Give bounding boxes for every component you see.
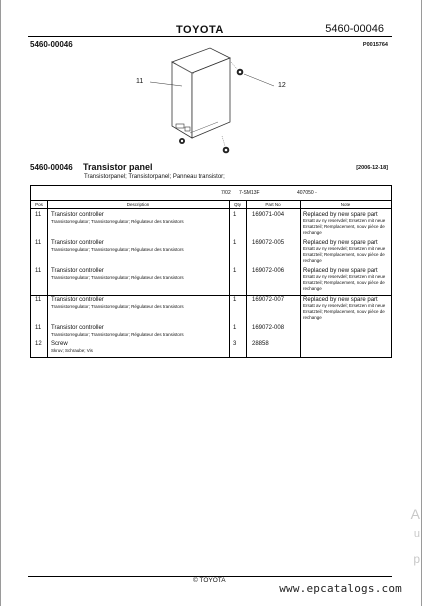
watermark-letter: p <box>413 552 420 566</box>
callout-11: 11 <box>136 78 144 85</box>
row-pos: 11 <box>35 240 42 246</box>
description-main: Transistor controller <box>51 325 104 331</box>
row-part-no: 169071-004 <box>252 212 285 218</box>
description-translations: Transistorregulator; Transistorregulator; Régulateur des transistors <box>51 219 184 224</box>
watermark-letter: A <box>410 506 420 522</box>
note-main: Replaced by new spare part <box>303 297 378 303</box>
row-part-no: 169072-006 <box>252 268 285 274</box>
watermark-letter: u <box>413 528 420 540</box>
row-pos: 11 <box>35 325 42 331</box>
row-note <box>303 212 389 236</box>
row-part-no: 169072-007 <box>252 297 285 303</box>
column-divider <box>47 200 48 357</box>
row-qty: 1 <box>233 325 237 331</box>
note-translations: Ersatt av ny reservdel; Ersetzen mit neue Ersatzteil; Remplacement, nouv pièce de rechange <box>303 303 386 320</box>
parts-table <box>30 185 392 358</box>
description-translations: Transistorregulator; Transistorregulator; Régulateur des transistors <box>51 247 184 252</box>
description-translations: Transistorregulator; Transistorregulator; Régulateur des transistors <box>51 275 184 280</box>
row-description <box>51 240 226 252</box>
description-translations: Skruv; Schraube; Vis <box>51 348 93 353</box>
row-description <box>51 212 226 224</box>
page-code: P0015764 <box>362 42 388 48</box>
section-code: 5460-00046 <box>30 163 73 172</box>
column-divider <box>300 200 301 357</box>
header-qty: Qty <box>233 202 241 207</box>
header-note: Note <box>340 202 351 207</box>
row-pos: 11 <box>35 212 42 218</box>
table-header <box>31 200 391 209</box>
row-note <box>303 240 389 264</box>
description-translations: Transistorregulator; Transistorregulator; Régulateur des transistors <box>51 304 184 309</box>
section-translations: Transistorpanel; Transistorpanel; Panneau transistor; <box>84 174 225 180</box>
callout-12: 12 <box>278 82 286 89</box>
model-code: 7-SM13F <box>239 190 260 196</box>
note-main: Replaced by new spare part <box>303 212 378 218</box>
note-main: Replaced by new spare part <box>303 268 378 274</box>
row-pos: 11 <box>35 268 42 274</box>
row-description <box>51 325 226 337</box>
row-note <box>303 268 389 292</box>
header-pos: Pos <box>35 202 43 207</box>
row-qty: 1 <box>233 297 237 303</box>
description-main: Transistor controller <box>51 297 104 303</box>
model-code: 7/02 <box>221 190 231 196</box>
header-part-no: Part No <box>265 202 281 207</box>
section-title: Transistor panel <box>83 162 153 172</box>
row-pos: 12 <box>35 341 42 347</box>
row-description <box>51 297 226 309</box>
description-translations: Transistorregulator; Transistorregulator; Régulateur des transistors <box>51 332 184 337</box>
row-description <box>51 341 226 353</box>
column-divider <box>229 200 230 357</box>
header-rule <box>28 36 392 37</box>
page-border-left <box>0 0 1 606</box>
row-group-divider <box>31 295 391 296</box>
row-qty: 1 <box>233 268 237 274</box>
description-main: Transistor controller <box>51 268 104 274</box>
parts-illustration <box>130 40 300 160</box>
copyright-text: © TOYOTA <box>193 577 226 584</box>
description-main: Transistor controller <box>51 212 104 218</box>
column-divider <box>246 200 247 357</box>
note-translations: Ersatt av ny reservdel; Ersetzen mit neue Ersatzteil; Remplacement, nouv pièce de rechange <box>303 218 386 235</box>
site-url: www.epcatalogs.com <box>279 582 402 595</box>
transistor-panel-drawing <box>130 40 300 160</box>
note-main: Replaced by new spare part <box>303 240 378 246</box>
row-qty: 1 <box>233 212 237 218</box>
model-code-row <box>31 186 391 200</box>
row-note <box>303 297 389 321</box>
row-qty: 3 <box>233 341 237 347</box>
brand-title: TOYOTA <box>176 24 224 36</box>
section-date: [2006-12-18] <box>356 165 388 171</box>
document-number: 5460-00046 <box>325 23 384 35</box>
header-description: Description <box>126 202 150 207</box>
row-pos: 11 <box>35 297 42 303</box>
row-part-no: 28858 <box>252 341 269 347</box>
note-translations: Ersatt av ny reservdel; Ersetzen mit neue Ersatzteil; Remplacement, nouv pièce de rechange <box>303 274 386 291</box>
row-qty: 1 <box>233 240 237 246</box>
row-part-no: 169072-005 <box>252 240 285 246</box>
description-main: Screw <box>51 341 68 347</box>
part-number-label: 5460-00046 <box>30 40 73 49</box>
model-code: 407050 - <box>297 190 317 196</box>
note-translations: Ersatt av ny reservdel; Ersetzen mit neue Ersatzteil; Remplacement, nouv pièce de rechange <box>303 246 386 263</box>
description-main: Transistor controller <box>51 240 104 246</box>
row-part-no: 169072-008 <box>252 325 285 331</box>
row-description <box>51 268 226 280</box>
